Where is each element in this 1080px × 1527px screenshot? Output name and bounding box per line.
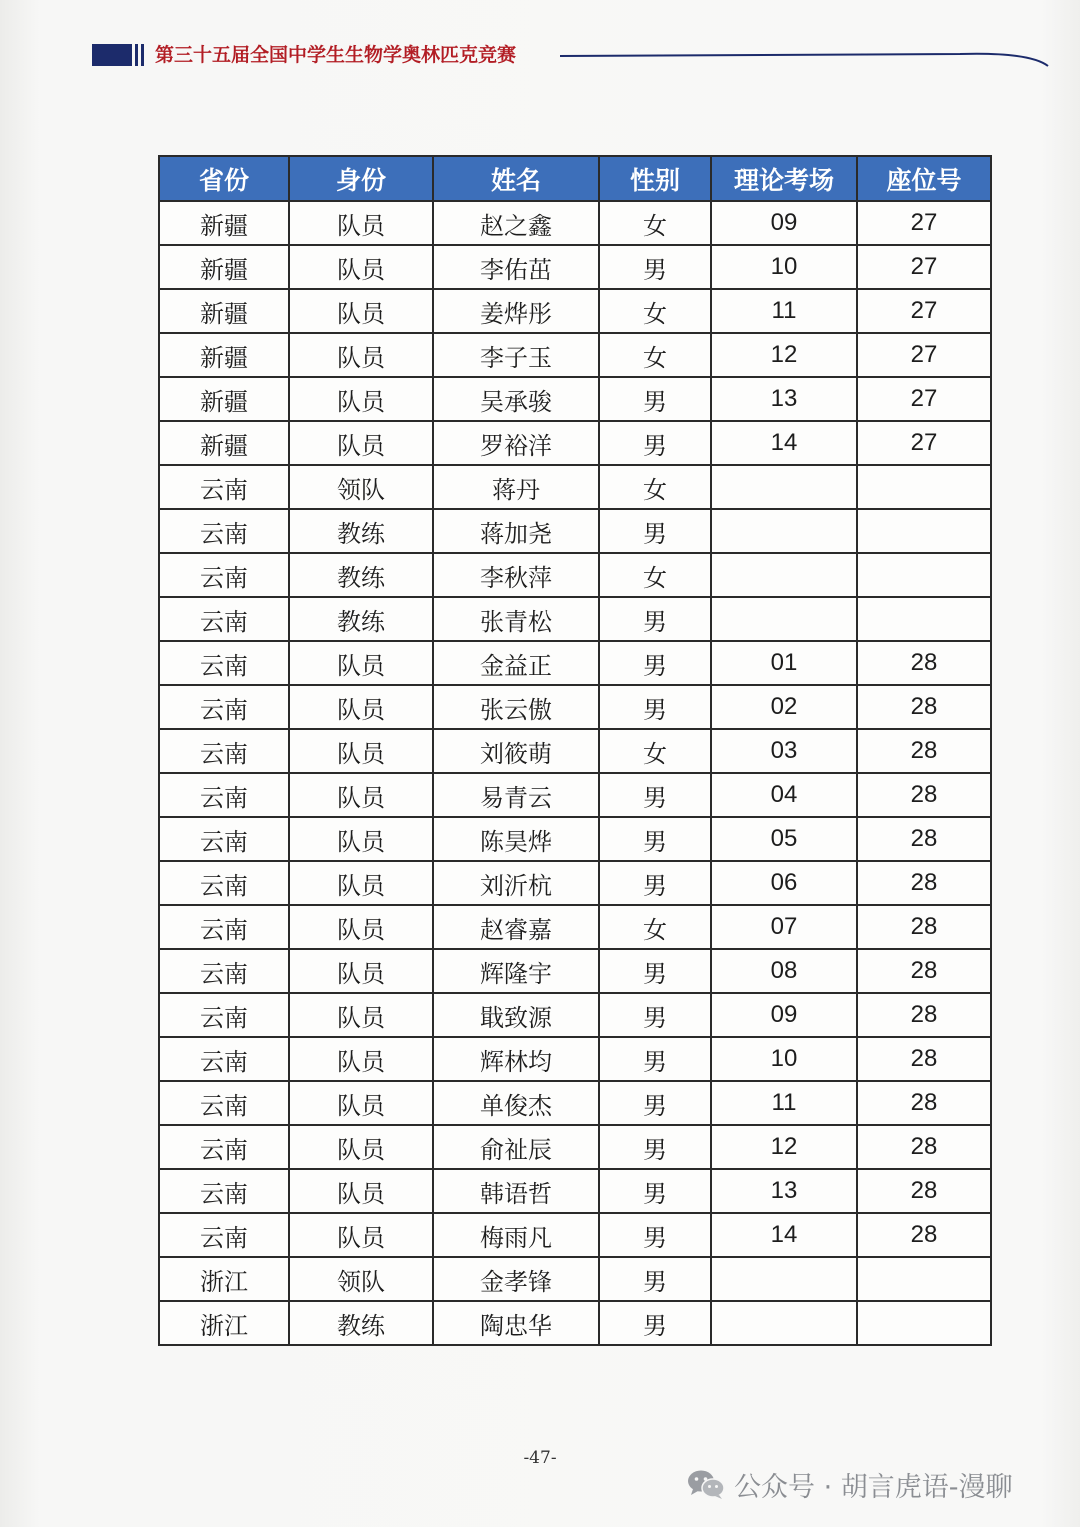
cell-seat: 28 bbox=[857, 641, 991, 685]
cell-province: 新疆 bbox=[159, 421, 289, 465]
cell-exam-room: 09 bbox=[711, 993, 857, 1037]
cell-province: 云南 bbox=[159, 641, 289, 685]
column-header-role: 身份 bbox=[289, 156, 433, 201]
cell-role: 队员 bbox=[289, 1081, 433, 1125]
cell-seat: 27 bbox=[857, 289, 991, 333]
table-row bbox=[159, 685, 991, 729]
cell-name: 韩语哲 bbox=[433, 1169, 599, 1213]
cell-name: 李佑茁 bbox=[433, 245, 599, 289]
cell-province: 云南 bbox=[159, 1213, 289, 1257]
table-row bbox=[159, 773, 991, 817]
cell-gender: 男 bbox=[599, 641, 711, 685]
cell-gender: 男 bbox=[599, 377, 711, 421]
cell-role: 领队 bbox=[289, 465, 433, 509]
cell-province: 云南 bbox=[159, 993, 289, 1037]
cell-exam-room: 10 bbox=[711, 245, 857, 289]
cell-exam-room: 12 bbox=[711, 1125, 857, 1169]
cell-province: 云南 bbox=[159, 729, 289, 773]
cell-gender: 男 bbox=[599, 685, 711, 729]
cell-province: 云南 bbox=[159, 1037, 289, 1081]
table-row bbox=[159, 333, 991, 377]
cell-role: 领队 bbox=[289, 1257, 433, 1301]
watermark bbox=[686, 1464, 1056, 1504]
cell-province: 云南 bbox=[159, 905, 289, 949]
cell-name: 张云傲 bbox=[433, 685, 599, 729]
cell-seat: 27 bbox=[857, 333, 991, 377]
cell-exam-room: 01 bbox=[711, 641, 857, 685]
header-rule-line bbox=[560, 40, 1050, 80]
roster-table bbox=[158, 155, 992, 1346]
table-row bbox=[159, 509, 991, 553]
cell-province: 云南 bbox=[159, 465, 289, 509]
cell-name: 李子玉 bbox=[433, 333, 599, 377]
cell-gender: 女 bbox=[599, 333, 711, 377]
cell-gender: 女 bbox=[599, 201, 711, 245]
column-header-exam-room: 理论考场 bbox=[711, 156, 857, 201]
cell-name: 李秋萍 bbox=[433, 553, 599, 597]
cell-exam-room bbox=[711, 509, 857, 553]
cell-exam-room: 14 bbox=[711, 421, 857, 465]
table-row bbox=[159, 1125, 991, 1169]
cell-gender: 女 bbox=[599, 553, 711, 597]
table-row bbox=[159, 377, 991, 421]
cell-role: 队员 bbox=[289, 201, 433, 245]
cell-name: 单俊杰 bbox=[433, 1081, 599, 1125]
cell-gender: 女 bbox=[599, 729, 711, 773]
cell-role: 队员 bbox=[289, 1037, 433, 1081]
cell-seat bbox=[857, 1301, 991, 1345]
cell-province: 新疆 bbox=[159, 377, 289, 421]
cell-exam-room: 13 bbox=[711, 1169, 857, 1213]
table-row bbox=[159, 729, 991, 773]
cell-exam-room bbox=[711, 553, 857, 597]
header-stripes bbox=[135, 44, 149, 66]
cell-name: 辉隆宇 bbox=[433, 949, 599, 993]
cell-role: 队员 bbox=[289, 1125, 433, 1169]
cell-exam-room: 14 bbox=[711, 1213, 857, 1257]
cell-name: 蒋加尧 bbox=[433, 509, 599, 553]
table-row bbox=[159, 861, 991, 905]
cell-province: 浙江 bbox=[159, 1301, 289, 1345]
table-row bbox=[159, 1301, 991, 1345]
cell-name: 陶忠华 bbox=[433, 1301, 599, 1345]
cell-role: 教练 bbox=[289, 1301, 433, 1345]
cell-seat: 28 bbox=[857, 1125, 991, 1169]
cell-gender: 男 bbox=[599, 1301, 711, 1345]
cell-role: 教练 bbox=[289, 553, 433, 597]
cell-province: 云南 bbox=[159, 1125, 289, 1169]
cell-seat: 28 bbox=[857, 861, 991, 905]
cell-gender: 男 bbox=[599, 421, 711, 465]
cell-exam-room: 09 bbox=[711, 201, 857, 245]
table-row bbox=[159, 641, 991, 685]
cell-role: 教练 bbox=[289, 597, 433, 641]
cell-name: 赵之鑫 bbox=[433, 201, 599, 245]
cell-exam-room: 07 bbox=[711, 905, 857, 949]
cell-province: 云南 bbox=[159, 553, 289, 597]
table-row bbox=[159, 465, 991, 509]
cell-seat bbox=[857, 509, 991, 553]
cell-seat: 28 bbox=[857, 685, 991, 729]
cell-name: 罗裕洋 bbox=[433, 421, 599, 465]
cell-name: 蒋丹 bbox=[433, 465, 599, 509]
column-header-gender: 性别 bbox=[599, 156, 711, 201]
cell-gender: 男 bbox=[599, 993, 711, 1037]
cell-seat: 28 bbox=[857, 773, 991, 817]
cell-seat: 28 bbox=[857, 1169, 991, 1213]
header-logo-block bbox=[92, 44, 132, 66]
cell-province: 云南 bbox=[159, 949, 289, 993]
cell-name: 辉林均 bbox=[433, 1037, 599, 1081]
table-row bbox=[159, 1257, 991, 1301]
column-header-seat: 座位号 bbox=[857, 156, 991, 201]
cell-name: 金孝锋 bbox=[433, 1257, 599, 1301]
cell-province: 云南 bbox=[159, 773, 289, 817]
cell-seat: 28 bbox=[857, 949, 991, 993]
watermark-text: 公众号 · 胡言虎语-漫聊 bbox=[734, 1471, 1013, 1503]
table-row bbox=[159, 1037, 991, 1081]
cell-province: 云南 bbox=[159, 597, 289, 641]
cell-name: 梅雨凡 bbox=[433, 1213, 599, 1257]
cell-exam-room: 11 bbox=[711, 289, 857, 333]
cell-gender: 男 bbox=[599, 1125, 711, 1169]
cell-role: 队员 bbox=[289, 641, 433, 685]
table-row bbox=[159, 421, 991, 465]
cell-role: 队员 bbox=[289, 333, 433, 377]
table-row bbox=[159, 1169, 991, 1213]
column-header-name: 姓名 bbox=[433, 156, 599, 201]
cell-role: 队员 bbox=[289, 421, 433, 465]
cell-gender: 男 bbox=[599, 597, 711, 641]
cell-role: 队员 bbox=[289, 729, 433, 773]
table-row bbox=[159, 201, 991, 245]
cell-seat: 28 bbox=[857, 993, 991, 1037]
cell-exam-room: 10 bbox=[711, 1037, 857, 1081]
cell-role: 队员 bbox=[289, 1213, 433, 1257]
cell-seat: 28 bbox=[857, 905, 991, 949]
cell-gender: 男 bbox=[599, 817, 711, 861]
competition-title: 第三十五届全国中学生生物学奥林匹克竞赛 bbox=[155, 44, 517, 66]
table-row bbox=[159, 993, 991, 1037]
cell-province: 云南 bbox=[159, 685, 289, 729]
cell-gender: 男 bbox=[599, 949, 711, 993]
table-row bbox=[159, 949, 991, 993]
cell-name: 刘沂杭 bbox=[433, 861, 599, 905]
cell-exam-room bbox=[711, 597, 857, 641]
table-row bbox=[159, 245, 991, 289]
page-number: -47- bbox=[523, 1448, 557, 1468]
cell-name: 吴承骏 bbox=[433, 377, 599, 421]
cell-exam-room: 12 bbox=[711, 333, 857, 377]
cell-role: 队员 bbox=[289, 377, 433, 421]
cell-role: 队员 bbox=[289, 773, 433, 817]
cell-exam-room bbox=[711, 1301, 857, 1345]
table-row bbox=[159, 597, 991, 641]
cell-exam-room: 05 bbox=[711, 817, 857, 861]
cell-role: 队员 bbox=[289, 685, 433, 729]
cell-gender: 男 bbox=[599, 1081, 711, 1125]
cell-exam-room bbox=[711, 465, 857, 509]
cell-role: 队员 bbox=[289, 993, 433, 1037]
column-header-province: 省份 bbox=[159, 156, 289, 201]
cell-seat: 28 bbox=[857, 817, 991, 861]
cell-seat bbox=[857, 465, 991, 509]
cell-gender: 男 bbox=[599, 1257, 711, 1301]
cell-seat: 27 bbox=[857, 201, 991, 245]
cell-name: 赵睿嘉 bbox=[433, 905, 599, 949]
table-header-row bbox=[159, 156, 991, 201]
cell-name: 易青云 bbox=[433, 773, 599, 817]
cell-gender: 女 bbox=[599, 905, 711, 949]
cell-gender: 女 bbox=[599, 465, 711, 509]
cell-seat bbox=[857, 1257, 991, 1301]
table-row bbox=[159, 553, 991, 597]
cell-province: 新疆 bbox=[159, 201, 289, 245]
cell-gender: 女 bbox=[599, 289, 711, 333]
cell-gender: 男 bbox=[599, 861, 711, 905]
cell-seat: 27 bbox=[857, 377, 991, 421]
wechat-icon bbox=[686, 1468, 726, 1500]
cell-role: 队员 bbox=[289, 1169, 433, 1213]
cell-gender: 男 bbox=[599, 773, 711, 817]
cell-role: 队员 bbox=[289, 245, 433, 289]
cell-name: 姜烨彤 bbox=[433, 289, 599, 333]
cell-province: 云南 bbox=[159, 1081, 289, 1125]
cell-province: 云南 bbox=[159, 509, 289, 553]
cell-name: 戢致源 bbox=[433, 993, 599, 1037]
cell-province: 新疆 bbox=[159, 245, 289, 289]
cell-gender: 男 bbox=[599, 1037, 711, 1081]
cell-role: 教练 bbox=[289, 509, 433, 553]
cell-gender: 男 bbox=[599, 1169, 711, 1213]
table-row bbox=[159, 817, 991, 861]
cell-province: 新疆 bbox=[159, 289, 289, 333]
cell-role: 队员 bbox=[289, 817, 433, 861]
cell-exam-room bbox=[711, 1257, 857, 1301]
cell-exam-room: 06 bbox=[711, 861, 857, 905]
table-row bbox=[159, 1213, 991, 1257]
cell-seat: 27 bbox=[857, 245, 991, 289]
table-row bbox=[159, 1081, 991, 1125]
cell-exam-room: 02 bbox=[711, 685, 857, 729]
cell-province: 云南 bbox=[159, 1169, 289, 1213]
cell-seat: 28 bbox=[857, 1081, 991, 1125]
cell-name: 陈昊烨 bbox=[433, 817, 599, 861]
roster-body bbox=[159, 201, 991, 1345]
cell-exam-room: 08 bbox=[711, 949, 857, 993]
cell-name: 张青松 bbox=[433, 597, 599, 641]
cell-province: 云南 bbox=[159, 861, 289, 905]
cell-seat bbox=[857, 597, 991, 641]
table-row bbox=[159, 289, 991, 333]
cell-name: 刘筱萌 bbox=[433, 729, 599, 773]
cell-exam-room: 03 bbox=[711, 729, 857, 773]
cell-role: 队员 bbox=[289, 949, 433, 993]
cell-gender: 男 bbox=[599, 1213, 711, 1257]
cell-role: 队员 bbox=[289, 289, 433, 333]
table-row bbox=[159, 905, 991, 949]
cell-province: 浙江 bbox=[159, 1257, 289, 1301]
cell-seat: 27 bbox=[857, 421, 991, 465]
cell-seat bbox=[857, 553, 991, 597]
cell-exam-room: 11 bbox=[711, 1081, 857, 1125]
cell-name: 金益正 bbox=[433, 641, 599, 685]
cell-exam-room: 13 bbox=[711, 377, 857, 421]
cell-role: 队员 bbox=[289, 861, 433, 905]
cell-role: 队员 bbox=[289, 905, 433, 949]
cell-seat: 28 bbox=[857, 729, 991, 773]
cell-seat: 28 bbox=[857, 1213, 991, 1257]
cell-gender: 男 bbox=[599, 245, 711, 289]
cell-name: 俞祉辰 bbox=[433, 1125, 599, 1169]
cell-province: 新疆 bbox=[159, 333, 289, 377]
cell-exam-room: 04 bbox=[711, 773, 857, 817]
cell-gender: 男 bbox=[599, 509, 711, 553]
cell-seat: 28 bbox=[857, 1037, 991, 1081]
cell-province: 云南 bbox=[159, 817, 289, 861]
